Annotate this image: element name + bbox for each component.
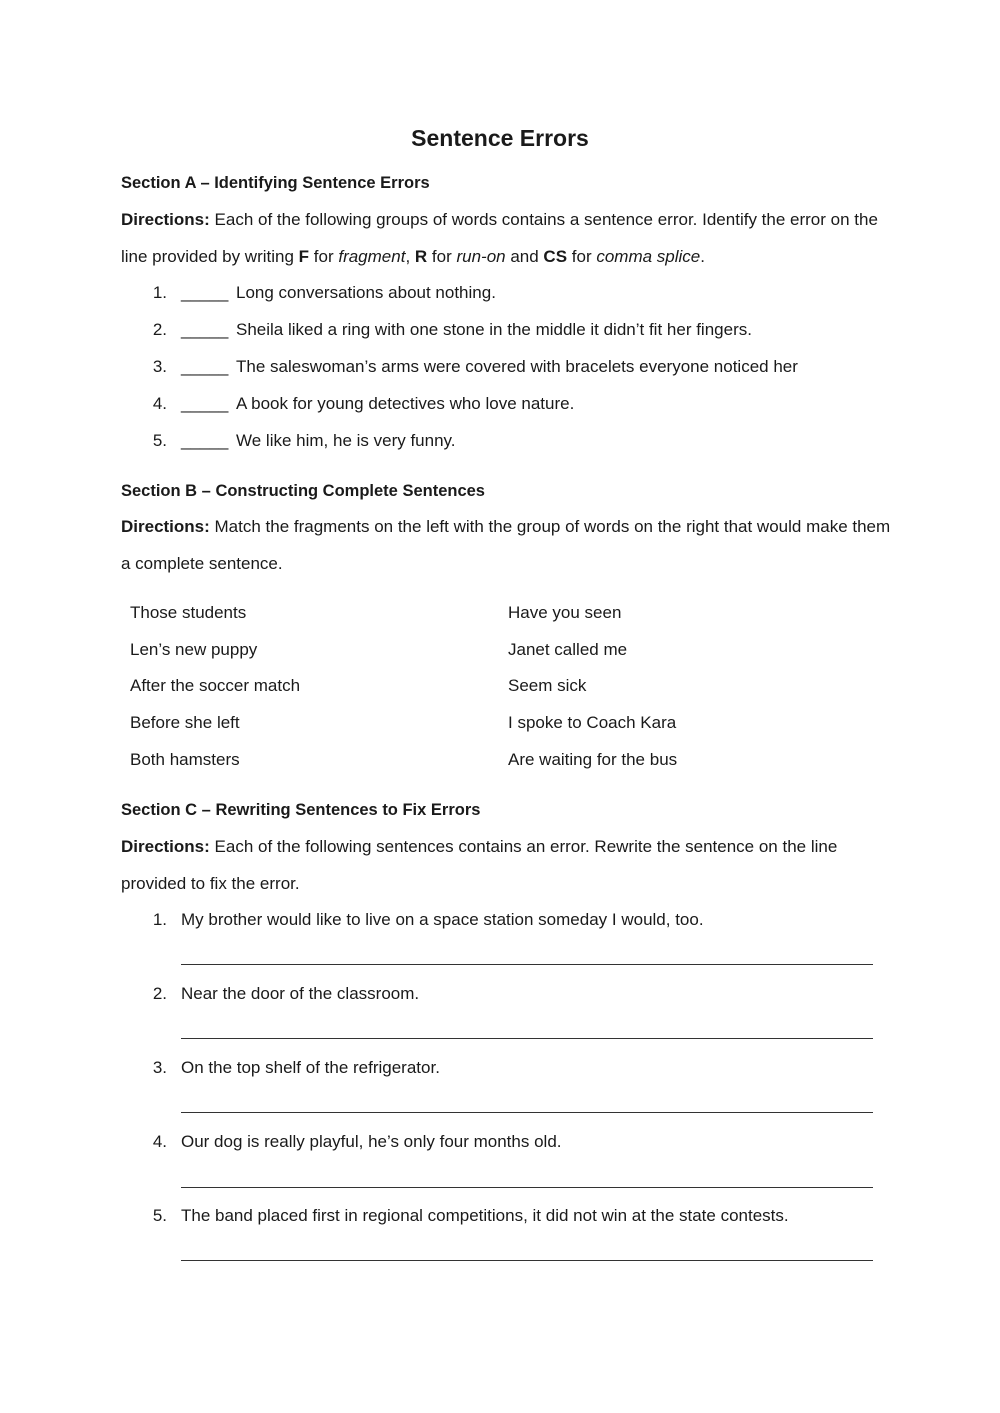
- answer-line[interactable]: [181, 1187, 873, 1188]
- code-run-on: R: [414, 247, 428, 266]
- item-number: 5.: [152, 1206, 167, 1225]
- item-text: We like him, he is very funny.: [236, 431, 456, 450]
- item-number: 3.: [152, 1058, 167, 1077]
- completion-right[interactable]: Seem sick: [508, 676, 587, 695]
- page-title: Sentence Errors: [411, 125, 589, 151]
- section-b-heading: Section B – Constructing Complete Sentences: [121, 482, 485, 500]
- item-number: 1.: [152, 283, 167, 302]
- directions-text: .: [700, 247, 705, 266]
- fragment-left[interactable]: Both hamsters: [130, 750, 240, 769]
- section-a-heading: Section A – Identifying Sentence Errors: [121, 174, 430, 192]
- directions-text: Each of the following groups of words contains a sentence error. Identify the error on the line provided by writing: [121, 210, 878, 266]
- directions-text: ,: [405, 247, 415, 266]
- directions-text: and: [505, 247, 544, 266]
- answer-line[interactable]: [181, 964, 873, 965]
- directions-text: Each of the following sentences contains an error. Rewrite the sentence on the line provided to fix the error.: [121, 837, 838, 893]
- item-text: On the top shelf of the refrigerator.: [181, 1058, 440, 1077]
- directions-label: Directions:: [121, 517, 210, 536]
- completion-right[interactable]: I spoke to Coach Kara: [508, 713, 677, 732]
- fragment-left[interactable]: Len’s new puppy: [130, 640, 258, 659]
- directions-text: for: [309, 247, 339, 266]
- item-text: Near the door of the classroom.: [181, 984, 420, 1003]
- answer-blank[interactable]: _____: [181, 431, 229, 450]
- item-number: 1.: [152, 910, 167, 929]
- directions-text: for: [427, 247, 457, 266]
- item-number: 2.: [152, 320, 167, 339]
- item-text: Our dog is really playful, he’s only four months old.: [181, 1132, 562, 1151]
- completion-right[interactable]: Janet called me: [508, 640, 628, 659]
- item-number: 3.: [152, 357, 167, 376]
- item-number: 4.: [152, 394, 167, 413]
- directions-text: Match the fragments on the left with the group of words on the right that would make them a complete sentence.: [121, 517, 891, 573]
- fragment-left[interactable]: After the soccer match: [130, 676, 301, 695]
- item-text: A book for young detectives who love nature.: [236, 394, 575, 413]
- section-c-heading: Section C – Rewriting Sentences to Fix Errors: [121, 801, 481, 819]
- answer-blank[interactable]: _____: [181, 320, 229, 339]
- item-number: 4.: [152, 1132, 167, 1151]
- item-text: The band placed first in regional competitions, it did not win at the state contests.: [181, 1206, 789, 1225]
- code-comma-splice: CS: [543, 247, 568, 266]
- section-a-directions: [121, 201, 891, 275]
- fragment-left[interactable]: Before she left: [130, 713, 240, 732]
- answer-line[interactable]: [181, 1038, 873, 1039]
- term-comma-splice: comma splice: [596, 247, 701, 266]
- section-c-directions: [121, 828, 891, 902]
- completion-right[interactable]: Have you seen: [508, 603, 622, 622]
- fragment-left[interactable]: Those students: [130, 603, 247, 622]
- answer-line[interactable]: [181, 1260, 873, 1261]
- item-text: The saleswoman’s arms were covered with bracelets everyone noticed her: [236, 357, 798, 376]
- item-text: Long conversations about nothing.: [236, 283, 496, 302]
- answer-line[interactable]: [181, 1112, 873, 1113]
- term-run-on: run-on: [456, 247, 506, 266]
- code-fragment: F: [298, 247, 310, 266]
- term-fragment: fragment: [338, 247, 406, 266]
- item-text: Sheila liked a ring with one stone in the middle it didn’t fit her fingers.: [236, 320, 752, 339]
- item-number: 2.: [152, 984, 167, 1003]
- completion-right[interactable]: Are waiting for the bus: [508, 750, 678, 769]
- directions-text: for: [567, 247, 597, 266]
- section-b-directions: [121, 508, 891, 582]
- item-text: My brother would like to live on a space station someday I would, too.: [181, 910, 704, 929]
- directions-label: Directions:: [121, 210, 210, 229]
- answer-blank[interactable]: _____: [181, 394, 229, 413]
- answer-blank[interactable]: _____: [181, 283, 229, 302]
- directions-label: Directions:: [121, 837, 210, 856]
- item-number: 5.: [152, 431, 167, 450]
- answer-blank[interactable]: _____: [181, 357, 229, 376]
